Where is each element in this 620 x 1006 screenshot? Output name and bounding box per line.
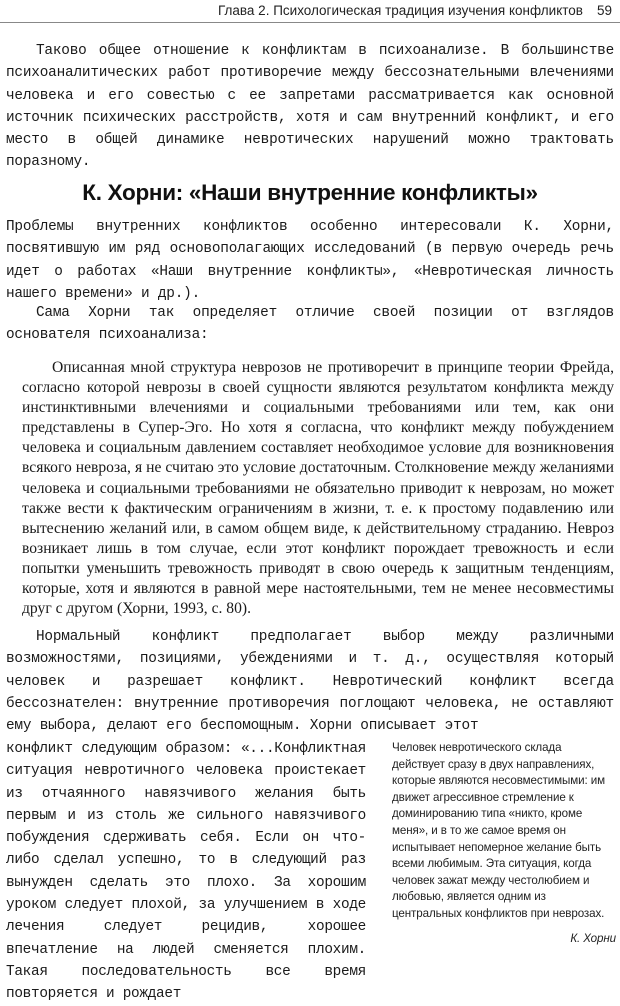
paragraph-3: Нормальный конфликт предполагает выбор между различными возможностями, позициями, убеждениями и т. д., осуществляя который человек и разрешает конфликт. Невротический конфликт всегда бессознателен: внутренние противоречия поглощают человека, не оставляют ему выбора, делают его беспомощным. Хорни описывает этот — [6, 629, 614, 735]
chapter-title: Глава 2. Психологическая традиция изучения конфликтов — [217, 3, 583, 18]
paragraph-3-continued: конфликт следующим образом: «...Конфликтная ситуация невротичного человека проистекает из отчаянного навязчивого желания быть первым и из столь же сильного навязчивого побуждения сдерживать себя. Если он что-либо сделал успешно, то в следующий раз вынужден сделать это плохо. За хорошим уроком следует плохой, за улучшением в ходе лечения следует рецидив, хорошее впечатление на людей сменяется плохим. Такая последовательность все время повторяется и рождает — [6, 741, 366, 1003]
sidebar-author: К. Хорни — [570, 931, 616, 945]
section-heading: К. Хорни: «Наши внутренние конфликты» — [82, 180, 538, 205]
block-quote: Описанная мной структура неврозов не противоречит в принципе теории Фрейда, согласно которой неврозы в своей сущности являются результатом конфликта между инстинктивными влечениями и социальными требованиями или тем, как они представлены в Супер-Эго. Но хотя я согласна, что конфликт между побуждением человека и социальным давлением составляет необходимое условие для возникновения всякого невроза, я не считаю это условие достаточным. Столкновение между желаниями человека и социальными требованиями не обязательно приводит к неврозам, но может также вести к фактическим ограничениям в жизни, т. е. к простому подавлению или вытеснению желаний или, в самом общем виде, к действительному страданию. Невроз возникает лишь в том случае, если этот конфликт порождает тревожность и если попытки уменьшить тревожность приводят в свою очередь к защитным тенденциям, которые, хотя и являются в равной мере настоятельными, тем не менее несовместимы друг с другом (Хорни, 1993, с. 80). — [22, 359, 614, 618]
header-rule — [0, 22, 620, 23]
paragraph-2: Сама Хорни так определяет отличие своей позиции от взглядов основателя психоанализа: — [6, 305, 614, 344]
paragraph-1: Проблемы внутренних конфликтов особенно интересовали К. Хорни, посвятившую им ряд основополагающих исследований (в первую очередь речь идет о работах «Наши внутренние конфликты», «Невротическая личность нашего времени» и др.). — [6, 219, 614, 302]
page-number: 59 — [596, 3, 612, 18]
sidebar-quote — [392, 740, 616, 947]
running-header — [0, 0, 612, 22]
intro-paragraph: Таково общее отношение к конфликтам в психоанализе. В большинстве психоаналитических работ противоречие между бессознательными влечениями человека и его совестью с ее запретами рассматривается как основной источник психических расстройств, хотя и сам внутренний конфликт, и его место в общей динамике невротических нарушений можно трактовать поразному. — [6, 43, 614, 171]
sidebar-text: Человек невротического склада действует сразу в двух направлениях, которые являются несовместимыми: им движет агрессивное стремление к доминированию типа «никто, кроме меня», и в то же самое время он испытывает непомерное желание быть всеми любимым. Эта ситуация, когда человек зажат между честолюбием и любовью, является одним из центральных конфликтов при неврозах. — [392, 741, 605, 920]
